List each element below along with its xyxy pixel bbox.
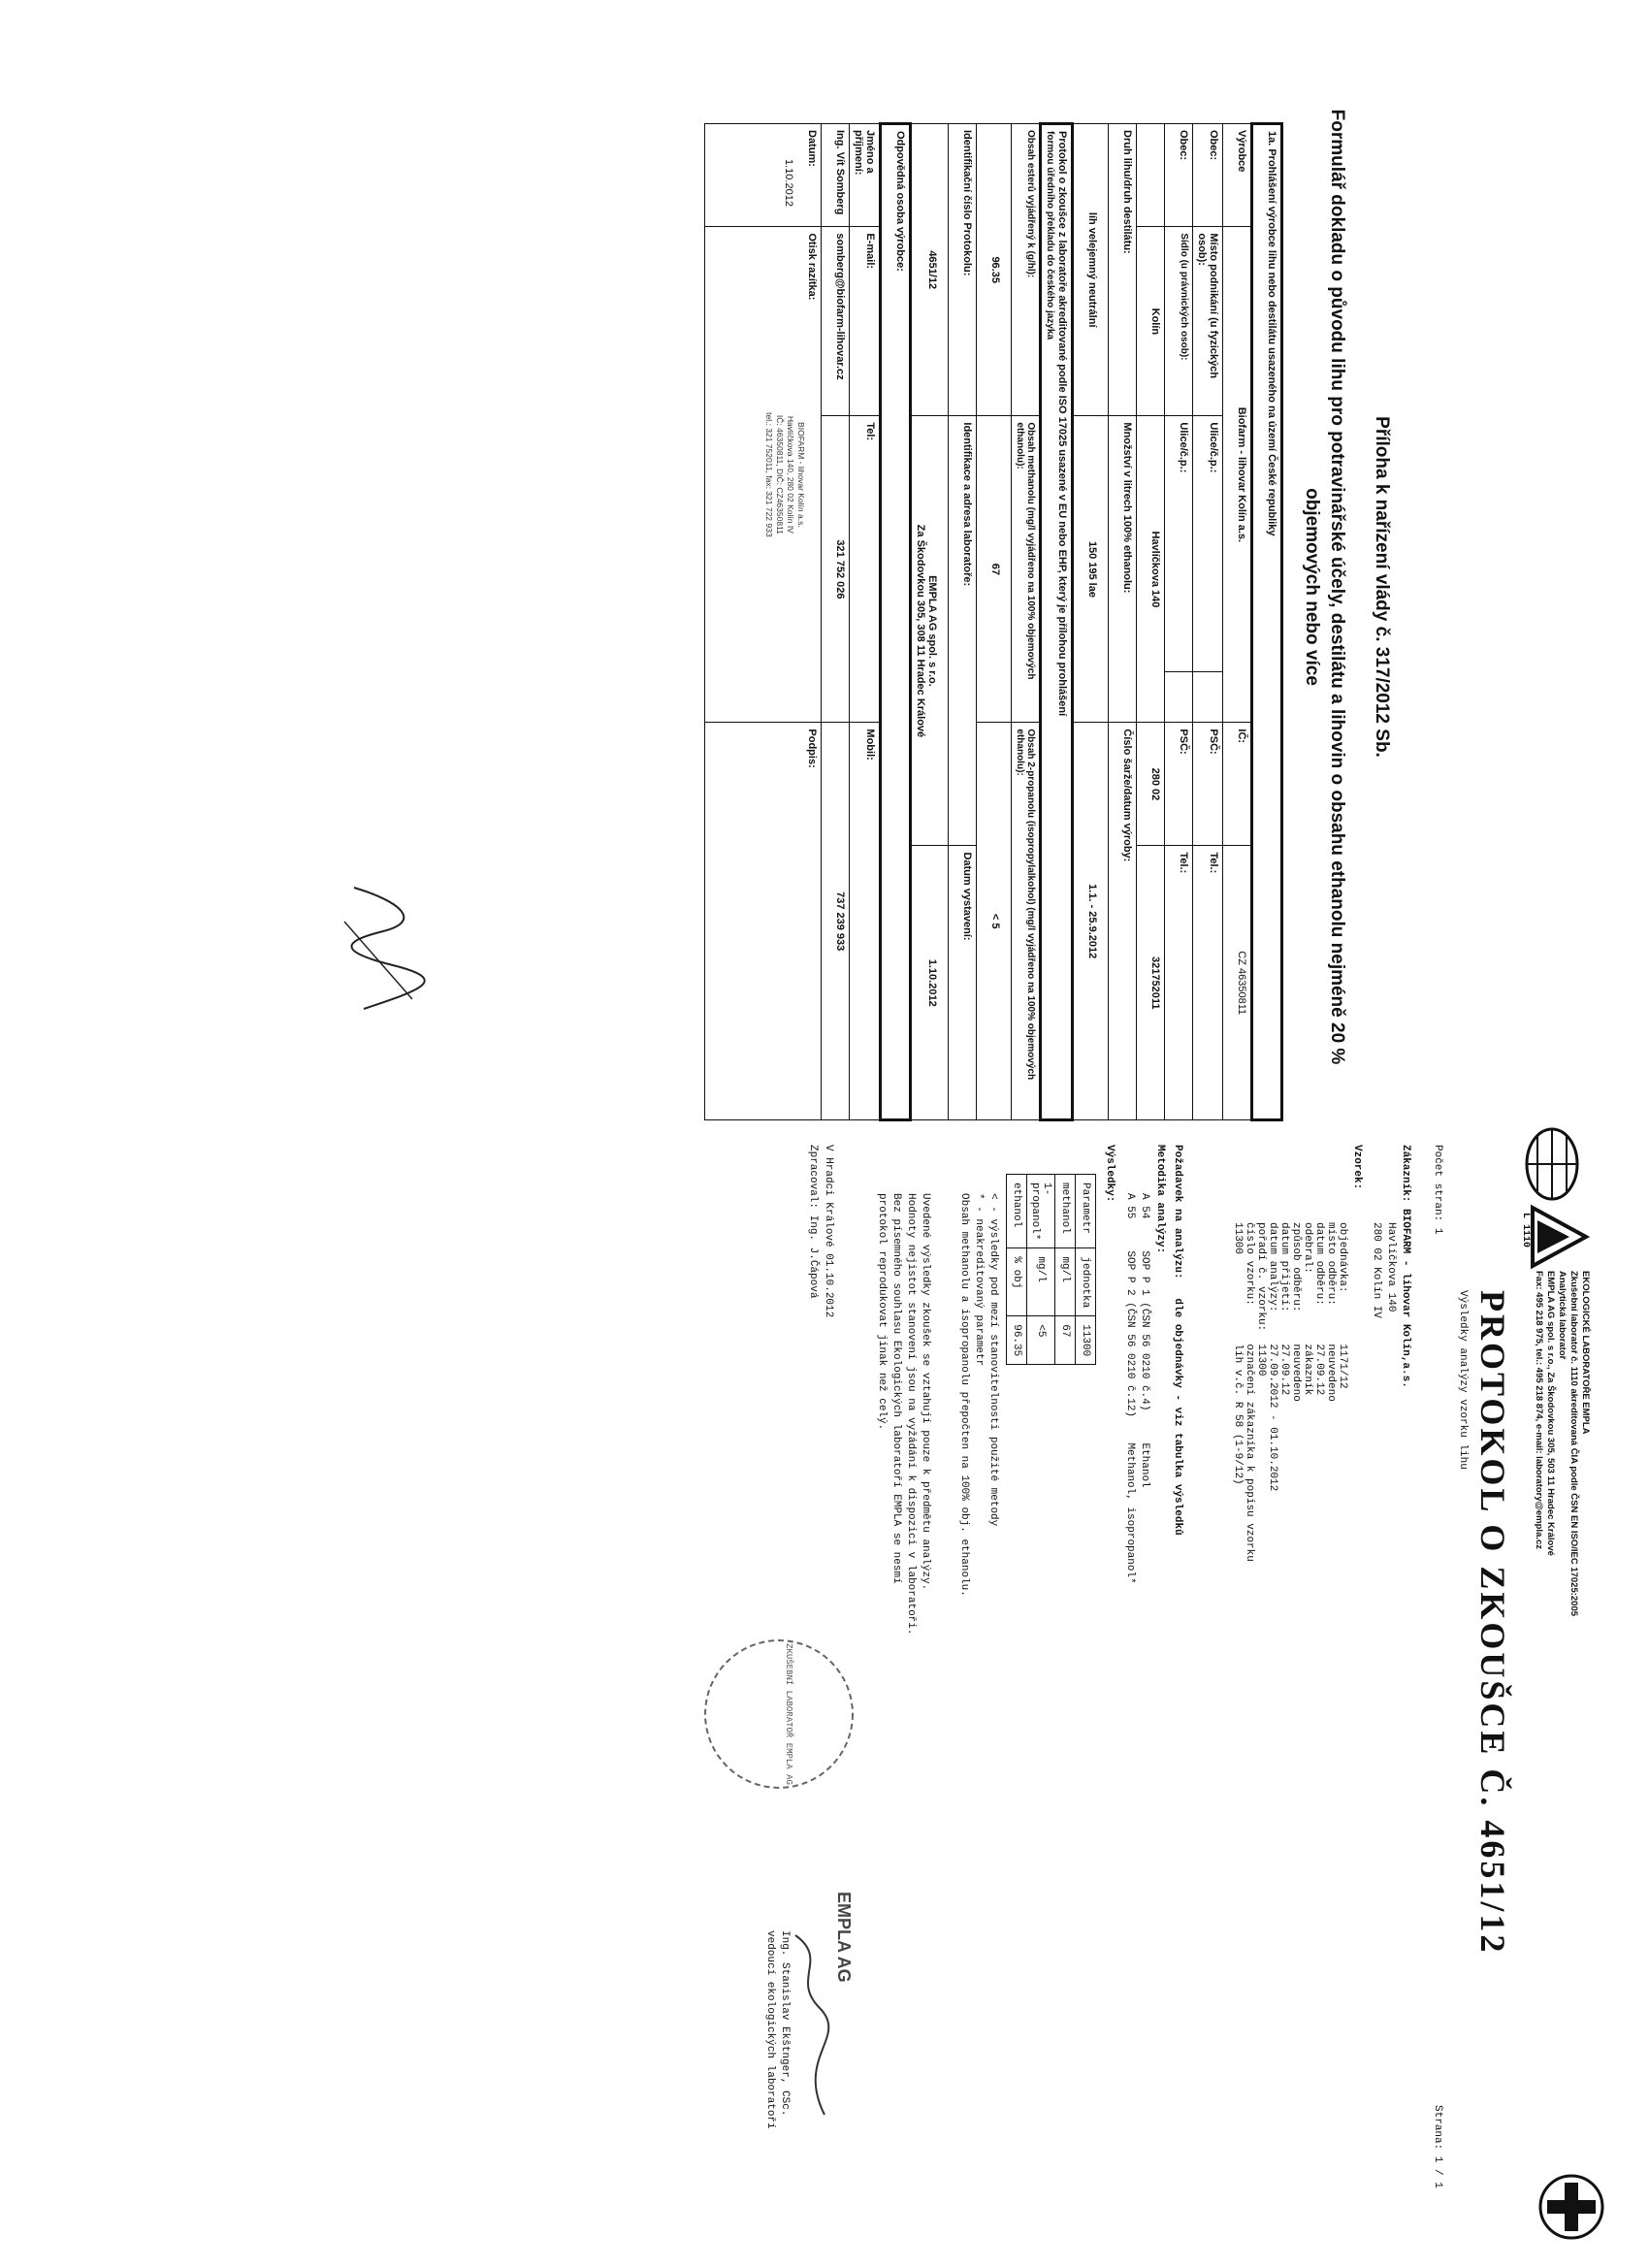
sample-details [1232,1222,1348,1562]
producer-value: Biofarm - lihovar Kolín a.s. [1223,227,1252,723]
ic-value: CZ 46350811 [1223,846,1252,1120]
page-count: Počet stran: 1 [1432,1145,1443,1235]
accreditation-number: L 1110 [1520,1213,1531,1248]
note-line: * - neakreditovaný parametr [973,1193,985,1367]
lab-id-value [911,416,949,846]
propanol-label: Obsah 2-propanolu (isopropylalkohol) (mg/l vyjádřeno na 100% objemových ethanolu): [1012,723,1041,1120]
phone-label: Tel: [850,416,881,723]
lab-line-1: Zkušební laboratoř č. 1110 akreditovaná ČIA podle ČSN EN ISO/IEC 17025:2005 [1568,1271,1579,1617]
accreditation-logo-icon [1523,1203,1591,1271]
lab-line-4: Fax: 495 218 975, tel.: 495 218 874, e-mail: laboratory@empla.cz [1534,1271,1544,1550]
stamp-text: BIOFARM - lihovar Kolín a.s. Havlíčkova 140, 280 02 Kolín IV IČ: 46350811, DIČ: CZ46350811 tel.: 321 752011, fax: 321 722 933 [764,412,806,537]
protocol-note-text: Protokol o zkoušce z laboratoře akreditované podle ISO 17025 usazené v EU nebo EHP, který je přílohou prohlášení [1056,131,1068,717]
protocol-subtitle: Výsledky analýzy vzorku lihu [1457,1290,1469,1470]
sample-row: datum přijetí: 27.09.12 [1278,1222,1290,1396]
footer-line: Hodnoty nejistot stanovení jsou na vyžádání k dispozici v laboratoři. [905,1193,917,1636]
methodology-row: A 55 SOP P 2 (ČSN 56 0210 č.12) Methanol, isopropanol* [1124,1193,1136,1584]
tel-value: 321752011 [1137,846,1165,1120]
footer-line: Bez písemného souhlasu Ekologických laboratoří EMPLA se nesmí [890,1193,902,1584]
customer-address-2: 280 02 Kolín IV [1371,1222,1382,1319]
lab-name: EKOLOGICKÉ LABORATOŘE EMPLA [1580,1271,1591,1435]
mobile-label: Mobil: [850,723,881,1120]
protocol-note-sub: formou úředního překladu do českého jazyka [1045,131,1055,340]
empla-stamp: EMPLA AG [834,1892,854,1983]
protocol-signature [786,1930,834,2124]
lab-id-label: Identifikace a adresa laboratoře: [949,416,977,846]
date-value: 1.10.2012 [783,159,794,207]
sample-row: místo odběru: neuvedeno [1325,1222,1337,1402]
date-cell [705,124,822,227]
certification-seal-icon [1537,2173,1605,2241]
street-label-2: Ulice/č.p.: [1165,416,1193,671]
esters-value: 96.35 [977,124,1012,416]
sample-row: 11300 líh v.č. R 58 (1-9/12) [1232,1222,1244,1485]
stamp-label: Otisk razítka: [806,233,818,301]
customer-address-1: Havlíčkova 140 [1385,1222,1397,1312]
seat-label: Sídlo (u právnických osob): [1165,227,1193,416]
protocol-title: PROTOKOL O ZKOUŠCE Č. 4651/12 [1473,1290,1512,1956]
quantity-value: 150 195 lae [1073,416,1109,723]
tel-label-1: Tel.: [1193,846,1223,1120]
lab-line-3: EMPLA AG spol. s r.o., Za Škodovkou 305, 503 11 Hradec Králové [1545,1271,1556,1556]
issue-date-value: 1.10.2012 [911,846,949,1120]
table-cell: 96.35 [1007,1316,1027,1365]
protocol-id-label: Identifikační číslo Protokolu: [949,124,977,416]
email-label: E-mail: [850,227,881,416]
producer-label: Výrobce [1223,124,1252,227]
psc-label-2: PSČ: [1165,723,1193,846]
form-title: Formulář dokladu o původu lihu pro potravinářské účely, destilátu a lihovin o obsahu ethanolu nejméně 20 % objemových nebo více [1302,109,1347,1065]
phone-value: 321 752 026 [822,416,850,723]
table-header-row [1076,1175,1096,1365]
processed-by: Zpracoval: Ing. J.Čápová [807,1145,819,1299]
signature-cell [705,723,822,1120]
protocol-note [1041,124,1073,1120]
esters-label: Obsah esterů vyjádřený k (g/hl): [1012,124,1041,416]
obec-label-2: Obec: [1165,124,1193,227]
table-header: jednotka [1076,1248,1096,1316]
methodology-row: A 54 SOP P 1 (ČSN 56 0210 č.4) Ethanol [1139,1193,1150,1488]
street-value: Havlíčkova 140 [1137,416,1165,723]
results-table [1006,1174,1096,1365]
methanol-label: Obsah methanolu (mg/l vyjádřeno na 100% objemových ethanolu): [1012,416,1041,723]
table-row [1027,1175,1055,1365]
sample-row: pořadí č. vzorku: 11300 [1255,1222,1267,1377]
lab-round-stamp: ZKUŠEBNÍ LABORATOŘ EMPLA AG [704,1639,854,1789]
tel-label-2: Tel.: [1165,846,1193,1120]
footer-line: Uvedené výsledky zkoušek se vztahují pouze k předmětu analýzy. [920,1193,931,1591]
test-protocol [242,1145,1600,2260]
table-cell: mg/l [1055,1248,1076,1316]
note-line: Obsah methanolu a isopropanolu přepočten na 100% obj. ethanolu. [958,1193,970,1597]
table-cell: % obj [1007,1248,1027,1316]
lab-globe-icon [1523,1125,1581,1203]
form-annex-title: Příloha k nařízení vlády č. 317/2012 Sb. [1372,416,1392,758]
section-1a: 1a. Prohlášení výrobce lihu nebo destilátu usazeného na území České republiky [1252,124,1282,1120]
mobile-value: 737 239 933 [822,723,850,1120]
table-cell: <5 [1027,1316,1055,1365]
sample-row: číslo vzorku: označení zákazníka k popisu vzorku [1244,1222,1255,1562]
sample-row: datum odběru: 27.09.12 [1313,1222,1325,1396]
footer-line: protokol reprodukovat jinak než celý. [876,1193,888,1431]
analysis-request: Požadavek na analýzu: dle objednávky - viz tabulka výsledků [1172,1145,1183,1536]
place-date: V Hradci Králové 01.10.2012 [823,1145,834,1318]
table-cell: 1-propanol* [1027,1175,1055,1248]
sample-row: způsob odběru: neuvedeno [1290,1222,1302,1402]
protocol-id-value: 4651/12 [911,124,949,416]
place-of-business-label: Místo podnikání (u fyzických osob): [1193,227,1223,416]
sample-row: odebral: zákazník [1302,1222,1313,1396]
quantity-label: Množství v litrech 100% ethanolu: [1109,416,1137,723]
customer: Zákazník: BIOFARM - lihovar Kolín,a.s. [1400,1145,1411,1388]
email-value: somberg@biofarm-lihovar.cz [822,227,850,416]
origin-form [286,29,1402,1145]
sample-label: Vzorek: [1351,1145,1363,1190]
psc-label-1: PSČ: [1193,723,1223,846]
results-label: Výsledky: [1104,1145,1116,1203]
ic-label: IČ: [1223,723,1252,846]
date-label: Datum: [806,130,818,167]
note-line: < - výsledky pod mezí stanovitelnosti použité metody [987,1193,999,1527]
sample-row: datum analýzy: 27.09.2012 - 01.10.2012 [1267,1222,1278,1492]
table-row [1007,1175,1027,1365]
psc-value: 280 02 [1137,723,1165,846]
spirit-type-label: Druh lihu/druh destilátu: [1109,124,1137,416]
table-cell: mg/l [1027,1248,1055,1316]
propanol-value: < 5 [977,723,1012,1120]
obec-label-1: Obec: [1193,124,1223,227]
name-label: Jméno a příjmení: [850,124,881,227]
lab-address: Za Škodovkou 305, 308 11 Hradec Králové [915,524,926,738]
table-cell: ethanol [1007,1175,1027,1248]
methanol-value: 67 [977,416,1012,723]
company-stamp [705,227,822,723]
obec-value: Kolín [1137,227,1165,416]
sample-row: objednávka: 1171/12 [1337,1222,1348,1389]
lab-header [1533,1271,1591,2124]
lab-line-2: Analytická laboratoř [1557,1271,1568,1360]
table-row [1055,1175,1076,1365]
responsible-person-label: Odpovědná osoba výrobce: [881,124,911,1120]
methodology-label: Metodika analýzy: [1154,1145,1166,1254]
form-table [704,122,1283,1121]
handwritten-signature [325,883,441,1019]
table-header: Parametr [1076,1175,1096,1248]
spirit-type-value: líh velejemný neutrální [1073,124,1109,416]
batch-value: 1.1. - 25.9.2012 [1073,723,1109,1120]
lab-name: EMPLA AG spol. s r.o. [926,575,938,687]
issue-date-label: Datum vystavení: [949,846,977,1120]
table-cell: methanol [1055,1175,1076,1248]
signer-name: Ing. Stanislav Ekštnger, CSc. [779,1930,791,2117]
table-header: 11300 [1076,1316,1096,1365]
signer-role: vedoucí ekologických laboratoří [764,1930,776,2129]
page-number: Strana: 1 / 1 [1432,2105,1443,2188]
name-value: Ing. Vít Somberg [822,124,850,227]
table-cell: 67 [1055,1316,1076,1365]
batch-label: Číslo šarže/datum výroby: [1109,723,1137,1120]
street-label-1: Ulice/č.p.: [1193,416,1223,671]
signature-label: Podpis: [806,729,818,768]
